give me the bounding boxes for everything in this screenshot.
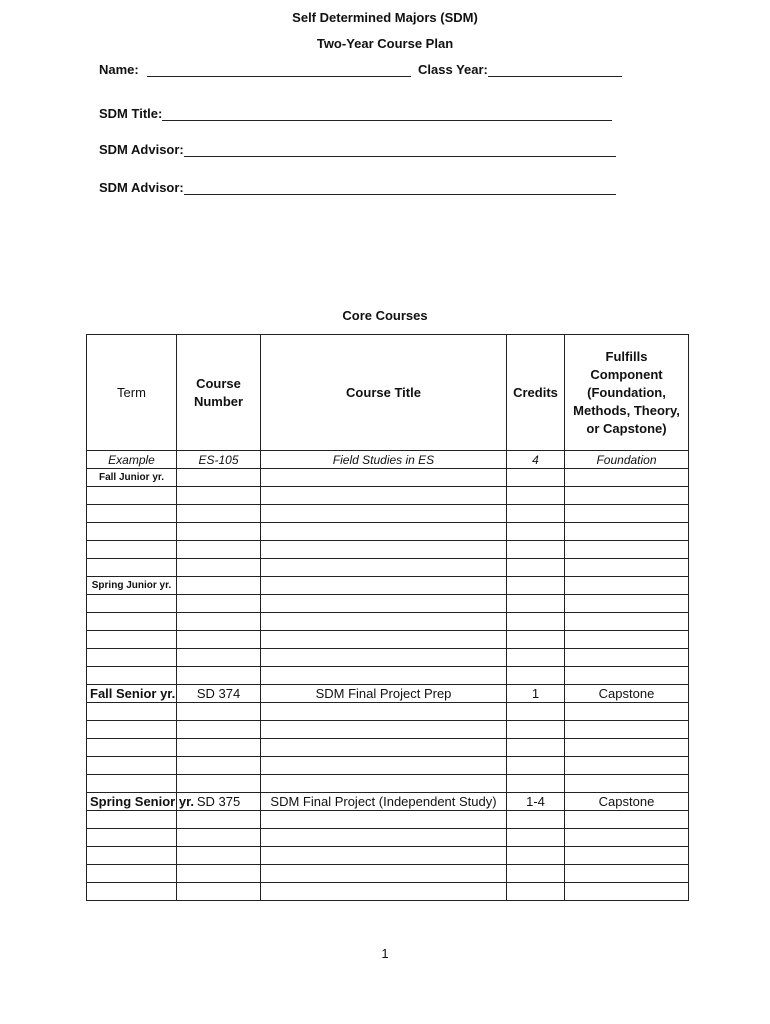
course-title-cell[interactable] xyxy=(261,829,507,847)
component-cell[interactable] xyxy=(565,847,689,865)
name-label: Name: xyxy=(99,62,139,77)
credits-cell[interactable] xyxy=(507,505,565,523)
course-title-cell[interactable] xyxy=(261,883,507,901)
table-row xyxy=(87,577,689,595)
course-number-cell[interactable] xyxy=(177,847,261,865)
page-number: 1 xyxy=(381,946,389,961)
term-cell[interactable] xyxy=(87,541,177,559)
course-number-cell[interactable] xyxy=(177,757,261,775)
table-row xyxy=(87,559,689,577)
example-course-title: Field Studies in ES xyxy=(261,451,507,469)
component-cell[interactable] xyxy=(565,775,689,793)
component-cell[interactable] xyxy=(565,469,689,487)
credits-cell[interactable] xyxy=(507,847,565,865)
term-cell[interactable] xyxy=(87,523,177,541)
section-title: Core Courses xyxy=(342,308,428,323)
table-header-row xyxy=(87,335,689,451)
header-course-title: Course Title xyxy=(261,335,507,451)
term-cell[interactable] xyxy=(87,865,177,883)
credits-cell[interactable] xyxy=(507,559,565,577)
component-cell[interactable] xyxy=(565,559,689,577)
course-title-cell[interactable] xyxy=(261,577,507,595)
component-cell[interactable] xyxy=(565,811,689,829)
table-row xyxy=(87,487,689,505)
name-field[interactable] xyxy=(99,62,411,77)
sdm-advisor-label-2: SDM Advisor: xyxy=(99,180,184,195)
component-cell[interactable] xyxy=(565,523,689,541)
table-row xyxy=(87,703,689,721)
term-cell[interactable] xyxy=(87,631,177,649)
course-title-cell[interactable] xyxy=(261,487,507,505)
course-number-cell[interactable] xyxy=(177,775,261,793)
course-number-cell[interactable] xyxy=(177,631,261,649)
term-cell[interactable] xyxy=(87,757,177,775)
header-term: Term xyxy=(87,335,177,451)
term-cell[interactable] xyxy=(87,649,177,667)
component-cell[interactable] xyxy=(565,577,689,595)
course-number-cell[interactable] xyxy=(177,883,261,901)
course-number-cell[interactable] xyxy=(177,721,261,739)
table-row xyxy=(87,685,689,703)
credits-cell[interactable]: 1 xyxy=(507,685,565,703)
component-cell[interactable] xyxy=(565,865,689,883)
course-number-cell[interactable] xyxy=(177,703,261,721)
term-label: Spring Senior yr. xyxy=(87,793,177,811)
course-title-cell[interactable] xyxy=(261,721,507,739)
course-title-cell[interactable] xyxy=(261,757,507,775)
course-title-cell[interactable] xyxy=(261,703,507,721)
term-label: Spring Junior yr. xyxy=(87,577,177,595)
course-title-cell[interactable] xyxy=(261,847,507,865)
credits-cell[interactable] xyxy=(507,613,565,631)
course-title-cell[interactable] xyxy=(261,739,507,757)
credits-cell[interactable] xyxy=(507,469,565,487)
table-row xyxy=(87,757,689,775)
sdm-advisor-field-2[interactable] xyxy=(99,180,616,195)
term-cell[interactable] xyxy=(87,703,177,721)
table-row xyxy=(87,829,689,847)
credits-cell[interactable] xyxy=(507,811,565,829)
component-cell[interactable] xyxy=(565,721,689,739)
component-cell[interactable] xyxy=(565,703,689,721)
document-title: Self Determined Majors (SDM) xyxy=(292,10,478,25)
course-number-cell[interactable] xyxy=(177,541,261,559)
course-title-cell[interactable] xyxy=(261,505,507,523)
term-cell[interactable] xyxy=(87,721,177,739)
course-number-cell[interactable] xyxy=(177,613,261,631)
course-title-cell[interactable] xyxy=(261,667,507,685)
table-row xyxy=(87,847,689,865)
sdm-advisor-line-1[interactable] xyxy=(184,142,616,157)
credits-cell[interactable] xyxy=(507,883,565,901)
course-title-cell[interactable] xyxy=(261,559,507,577)
term-cell[interactable] xyxy=(87,883,177,901)
term-cell[interactable] xyxy=(87,811,177,829)
term-cell[interactable] xyxy=(87,829,177,847)
table-row xyxy=(87,721,689,739)
course-number-cell[interactable] xyxy=(177,505,261,523)
term-cell[interactable] xyxy=(87,505,177,523)
component-cell[interactable] xyxy=(565,757,689,775)
course-title-cell[interactable] xyxy=(261,649,507,667)
table-row xyxy=(87,865,689,883)
credits-cell[interactable] xyxy=(507,667,565,685)
term-cell[interactable] xyxy=(87,667,177,685)
course-title-cell[interactable] xyxy=(261,469,507,487)
course-number-cell[interactable] xyxy=(177,865,261,883)
sdm-title-label: SDM Title: xyxy=(99,106,163,121)
course-title-cell[interactable] xyxy=(261,811,507,829)
sdm-advisor-field-1[interactable] xyxy=(99,142,616,157)
course-number-cell[interactable] xyxy=(177,829,261,847)
component-cell[interactable] xyxy=(565,613,689,631)
course-number-cell[interactable] xyxy=(177,739,261,757)
component-cell[interactable] xyxy=(565,595,689,613)
table-row xyxy=(87,793,689,811)
term-label: Fall Senior yr. xyxy=(87,685,177,703)
credits-cell[interactable] xyxy=(507,541,565,559)
course-number-cell[interactable] xyxy=(177,649,261,667)
credits-cell[interactable] xyxy=(507,595,565,613)
header-fulfills-component: Fulfills Component (Foundation, Methods, Theory, or Capstone) xyxy=(565,335,689,451)
component-cell[interactable] xyxy=(565,541,689,559)
example-credits: 4 xyxy=(507,451,565,469)
name-line[interactable] xyxy=(147,62,411,77)
course-number-cell[interactable] xyxy=(177,811,261,829)
table-row xyxy=(87,631,689,649)
credits-cell[interactable] xyxy=(507,577,565,595)
table-row xyxy=(87,613,689,631)
course-title-cell[interactable] xyxy=(261,523,507,541)
course-number-cell[interactable] xyxy=(177,487,261,505)
course-plan-table xyxy=(86,334,689,901)
table-row xyxy=(87,595,689,613)
credits-cell[interactable] xyxy=(507,739,565,757)
course-number-cell[interactable] xyxy=(177,595,261,613)
example-term: Example xyxy=(87,451,177,469)
component-cell[interactable] xyxy=(565,883,689,901)
credits-cell[interactable] xyxy=(507,523,565,541)
component-cell[interactable]: Capstone xyxy=(565,685,689,703)
term-cell[interactable] xyxy=(87,559,177,577)
term-cell[interactable] xyxy=(87,775,177,793)
credits-cell[interactable] xyxy=(507,703,565,721)
course-title-cell[interactable] xyxy=(261,631,507,649)
component-cell[interactable] xyxy=(565,667,689,685)
credits-cell[interactable] xyxy=(507,775,565,793)
course-number-cell[interactable] xyxy=(177,667,261,685)
header-course-number: Course Number xyxy=(177,335,261,451)
component-cell[interactable] xyxy=(565,829,689,847)
term-cell[interactable] xyxy=(87,847,177,865)
class-year-line[interactable] xyxy=(488,62,622,77)
course-number-cell[interactable] xyxy=(177,469,261,487)
component-cell[interactable] xyxy=(565,505,689,523)
credits-cell[interactable] xyxy=(507,487,565,505)
credits-cell[interactable] xyxy=(507,865,565,883)
class-year-label: Class Year: xyxy=(418,62,488,77)
course-title-cell[interactable] xyxy=(261,613,507,631)
course-number-cell[interactable] xyxy=(177,523,261,541)
example-row xyxy=(87,451,689,469)
term-cell[interactable] xyxy=(87,613,177,631)
term-cell[interactable] xyxy=(87,487,177,505)
course-title-cell[interactable] xyxy=(261,595,507,613)
credits-cell[interactable] xyxy=(507,649,565,667)
sdm-title-field[interactable] xyxy=(99,106,612,121)
course-title-cell[interactable] xyxy=(261,775,507,793)
sdm-title-line[interactable] xyxy=(162,106,612,121)
table-row xyxy=(87,505,689,523)
course-title-cell[interactable]: SDM Final Project (Independent Study) xyxy=(261,793,507,811)
table-row xyxy=(87,541,689,559)
course-title-cell[interactable]: SDM Final Project Prep xyxy=(261,685,507,703)
course-number-cell[interactable]: SD 375 xyxy=(177,793,261,811)
table-row xyxy=(87,811,689,829)
class-year-field[interactable] xyxy=(418,62,622,77)
table-row xyxy=(87,523,689,541)
example-course-number: ES-105 xyxy=(177,451,261,469)
course-number-cell[interactable] xyxy=(177,577,261,595)
table-row xyxy=(87,883,689,901)
component-cell[interactable] xyxy=(565,739,689,757)
table-row xyxy=(87,469,689,487)
credits-cell[interactable] xyxy=(507,721,565,739)
table-row xyxy=(87,649,689,667)
sdm-advisor-label-1: SDM Advisor: xyxy=(99,142,184,157)
term-cell[interactable] xyxy=(87,739,177,757)
sdm-advisor-line-2[interactable] xyxy=(184,180,616,195)
component-cell[interactable] xyxy=(565,487,689,505)
table-row xyxy=(87,775,689,793)
course-number-cell[interactable]: SD 374 xyxy=(177,685,261,703)
credits-cell[interactable] xyxy=(507,829,565,847)
term-label: Fall Junior yr. xyxy=(87,469,177,487)
credits-cell[interactable]: 1-4 xyxy=(507,793,565,811)
example-component: Foundation xyxy=(565,451,689,469)
document-subtitle: Two-Year Course Plan xyxy=(316,36,454,51)
table-row xyxy=(87,739,689,757)
credits-cell[interactable] xyxy=(507,631,565,649)
component-cell[interactable] xyxy=(565,649,689,667)
course-title-cell[interactable] xyxy=(261,865,507,883)
course-title-cell[interactable] xyxy=(261,541,507,559)
course-number-cell[interactable] xyxy=(177,559,261,577)
term-cell[interactable] xyxy=(87,595,177,613)
component-cell[interactable]: Capstone xyxy=(565,793,689,811)
header-credits: Credits xyxy=(507,335,565,451)
credits-cell[interactable] xyxy=(507,757,565,775)
table-row xyxy=(87,667,689,685)
component-cell[interactable] xyxy=(565,631,689,649)
